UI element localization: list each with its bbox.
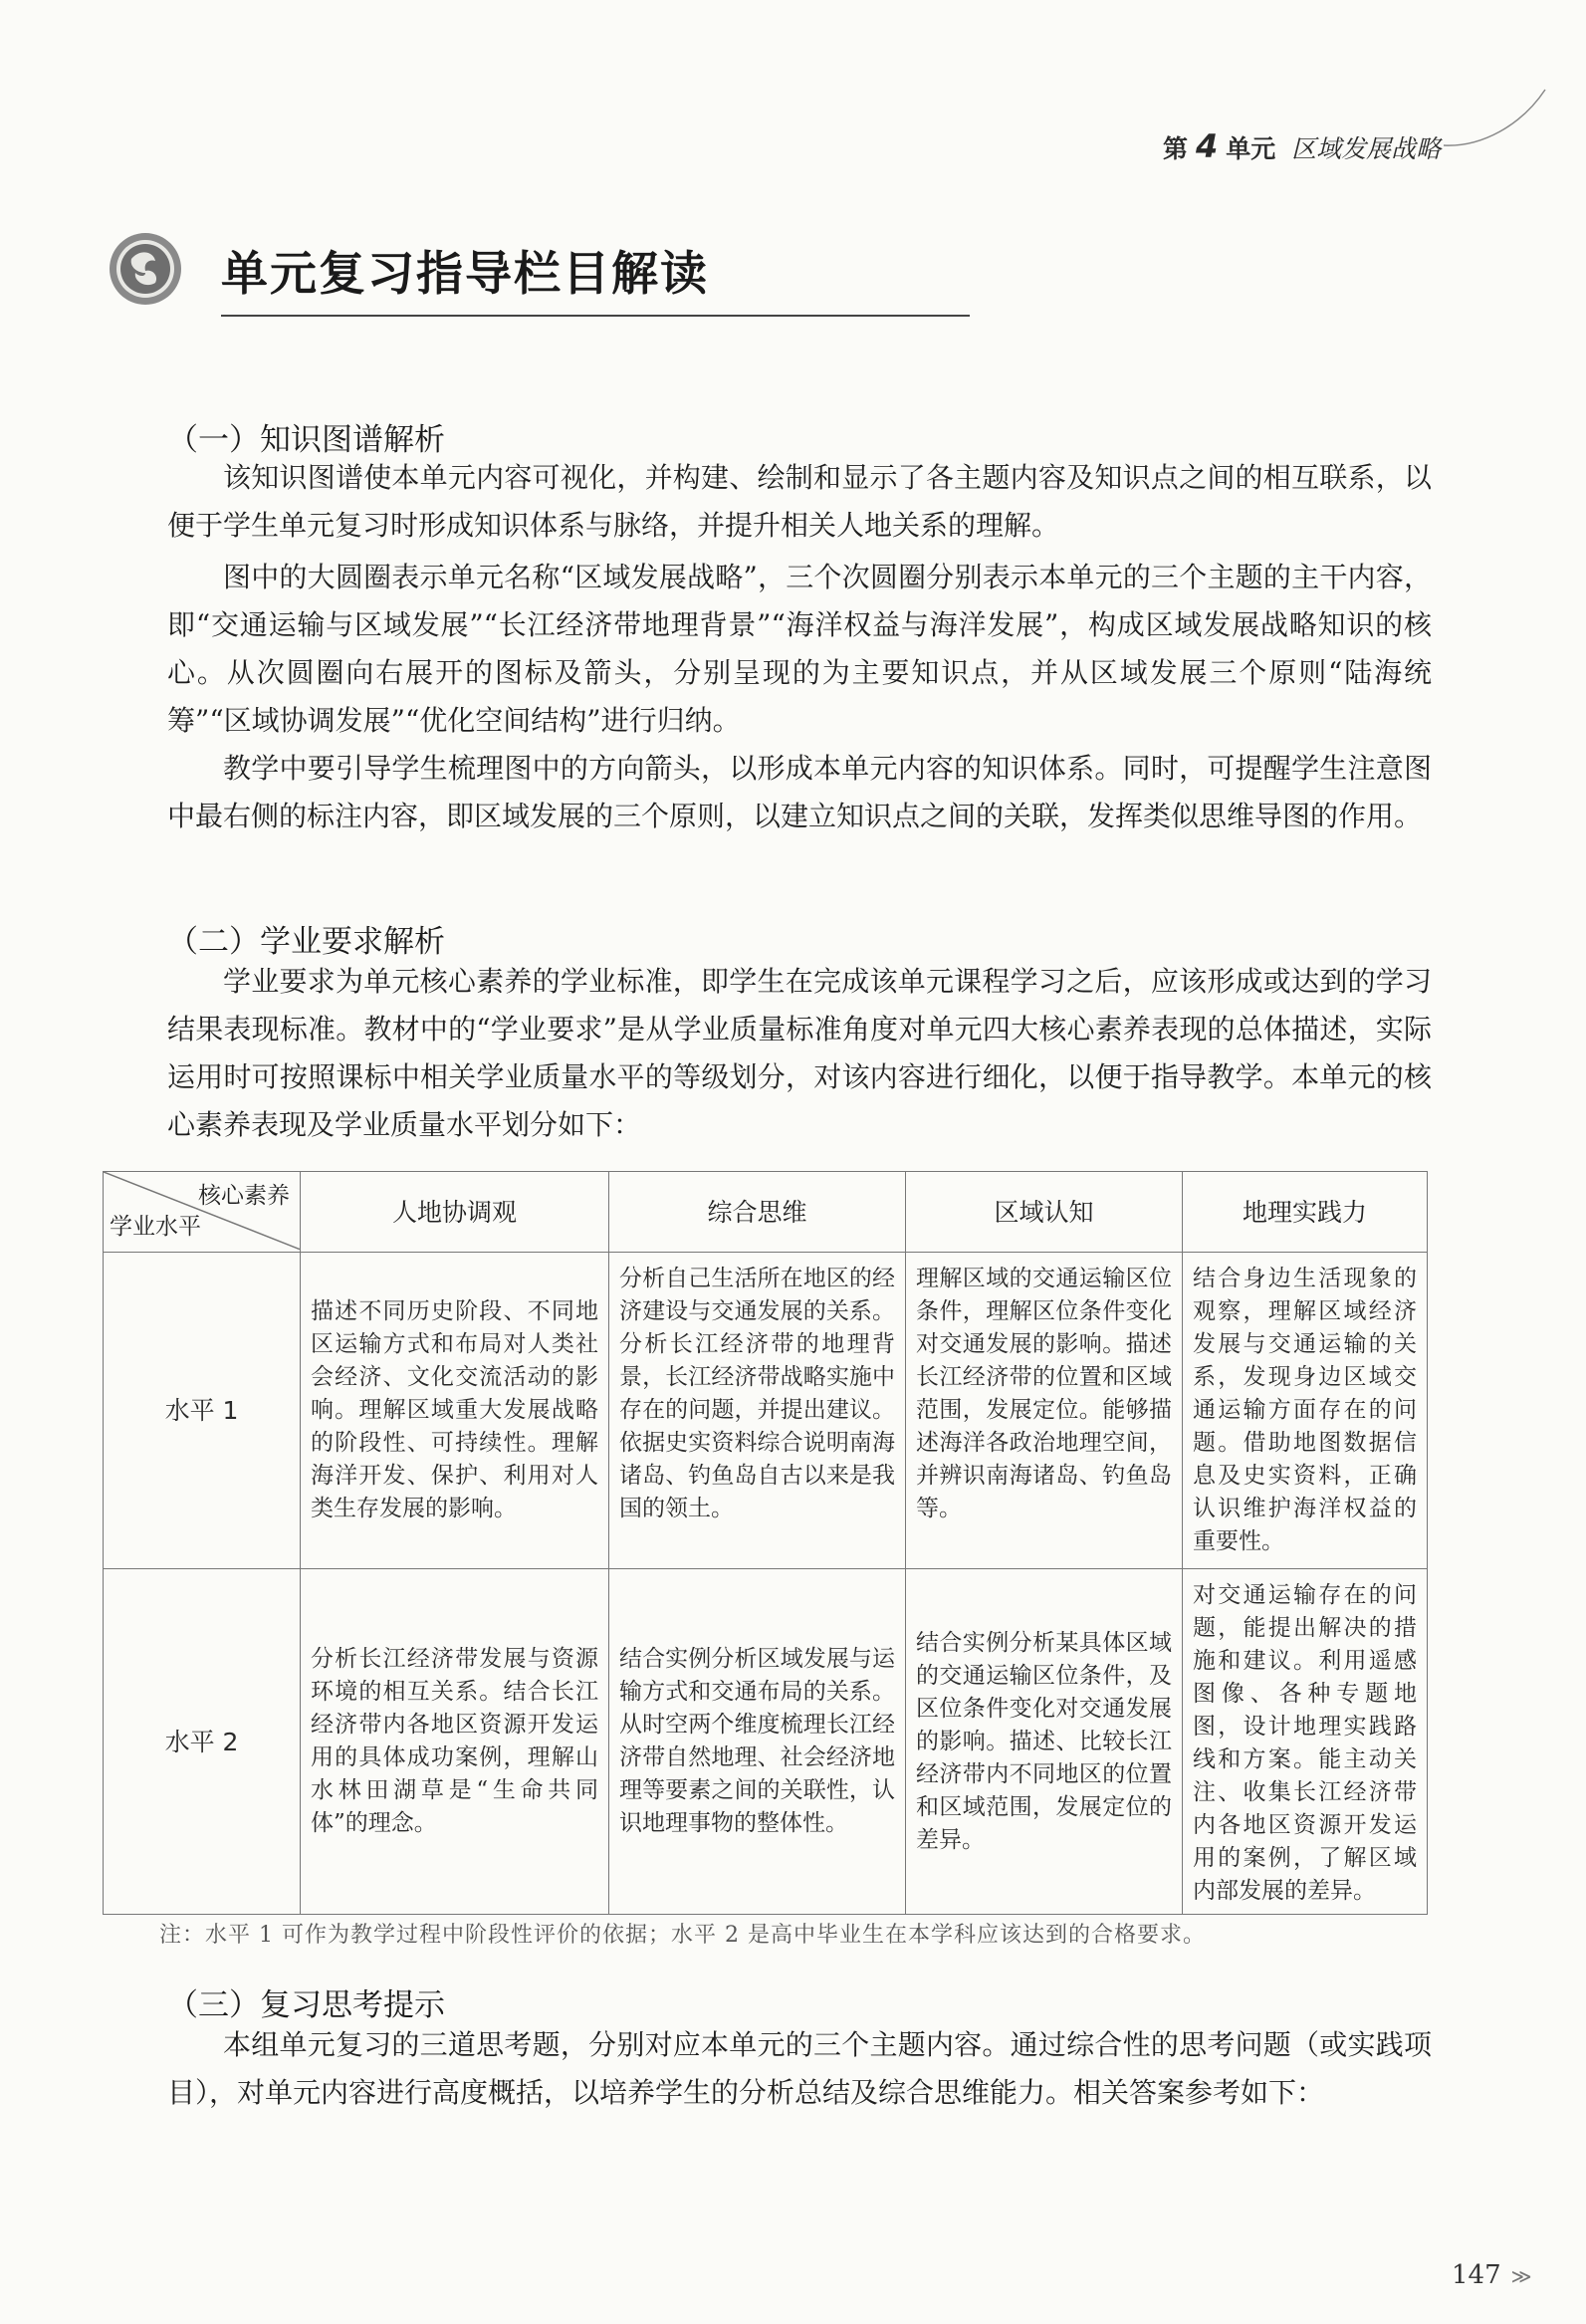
table-row [104, 1253, 1428, 1569]
table-row [104, 1569, 1428, 1915]
paragraph: 图中的大圆圈表示单元名称“区域发展战略”，三个次圆圈分别表示本单元的三个主题的主干内容，即“交通运输与区域发展”“长江经济带地理背景”“海洋权益与海洋发展”，构成区域发展战略知识的核心。从次圆圈向右展开的图标及箭头，分别呈现的为主要知识点，并从区域发展三个原则“陆海统筹”“区域协调发展”“优化空间结构”进行归纳。 [167, 561, 1432, 737]
table-note: 注：水平 1 可作为教学过程中阶段性评价的依据；水平 2 是高中毕业生在本学科应该达到的合格要求。 [159, 1923, 1206, 1948]
paragraph: 该知识图谱使本单元内容可视化，并构建、绘制和显示了各主题内容及知识点之间的相互联系，以便于学生单元复习时形成知识体系与脉络，并提升相关人地关系的理解。 [167, 461, 1432, 542]
heading-knowledge-map: （一）知识图谱解析 [167, 422, 445, 458]
table-cell: 描述不同历史阶段、不同地区运输方式和布局对人类社会经济、文化交流活动的影响。理解区域重大发展战略的阶段性、可持续性。理解海洋开发、保护、利用对人类生存发展的影响。 [301, 1253, 609, 1569]
table-cell: 分析自己生活所在地区的经济建设与交通发展的关系。分析长江经济带的地理背景，长江经济带战略实施中存在的问题，并提出建议。依据史实资料综合说明南海诸岛、钓鱼岛自古以来是我国的领土。 [609, 1253, 906, 1569]
table-cell: 结合实例分析区域发展与运输方式和交通布局的关系。从时空两个维度梳理长江经济带自然地理、社会经济地理等要素之间的关联性，认识地理事物的整体性。 [609, 1569, 906, 1915]
page-arrows-icon: ≫ [1510, 2264, 1532, 2288]
column-header: 人地协调观 [301, 1172, 609, 1253]
unit-number: 4 [1195, 127, 1219, 165]
paragraph: 教学中要引导学生梳理图中的方向箭头，以形成本单元内容的知识体系。同时，可提醒学生注意图中最右侧的标注内容，即区域发展的三个原则，以建立知识点之间的关联，发挥类似思维导图的作用。 [167, 752, 1432, 832]
unit-suffix: 单元 [1226, 134, 1276, 163]
section-logo-icon [106, 229, 185, 309]
corner-label-level: 学业水平 [110, 1214, 201, 1240]
level-label: 水平 2 [104, 1569, 301, 1915]
paragraph: 学业要求为单元核心素养的学业标准，即学生在完成该单元课程学习之后，应该形成或达到的学习结果表现标准。教材中的“学业要求”是从学业质量标准角度对单元四大核心素养表现的总体描述，实际运用时可按照课标中相关学业质量水平的等级划分，对该内容进行细化，以便于指导教学。本单元的核心素养表现及学业质量水平划分如下： [167, 965, 1432, 1141]
heading-review-tips: （三）复习思考提示 [167, 1987, 445, 2023]
table-header-row [104, 1172, 1428, 1253]
title-rule [221, 315, 970, 317]
page-number [1452, 2260, 1532, 2290]
unit-prefix: 第 [1163, 134, 1189, 163]
header-curve-decoration [1442, 86, 1551, 155]
academic-standards-table [103, 1171, 1428, 1915]
corner-label-literacy: 核心素养 [198, 1183, 290, 1209]
page-number-value: 147 [1452, 2260, 1501, 2290]
column-header: 地理实践力 [1183, 1172, 1428, 1253]
unit-topic: 区域发展战略 [1291, 134, 1442, 163]
paragraph: 本组单元复习的三道思考题，分别对应本单元的三个主题内容。通过综合性的思考问题（或实践项目），对单元内容进行高度概括，以培养学生的分析总结及综合思维能力。相关答案参考如下： [167, 2028, 1432, 2109]
table-cell: 理解区域的交通运输区位条件，理解区位条件变化对交通发展的影响。描述长江经济带的位置和区域范围，发展定位。能够描述海洋各政治地理空间，并辨识南海诸岛、钓鱼岛等。 [906, 1253, 1183, 1569]
table-cell: 结合身边生活现象的观察，理解区域经济发展与交通运输的关系，发现身边区域交通运输方面存在的问题。借助地图数据信息及史实资料，正确认识维护海洋权益的重要性。 [1183, 1253, 1428, 1569]
running-header [1163, 127, 1441, 165]
table-cell: 结合实例分析某具体区域的交通运输区位条件，及区位条件变化对交通发展的影响。描述、比较长江经济带内不同地区的位置和区域范围，发展定位的差异。 [906, 1569, 1183, 1915]
section-title: 单元复习指导栏目解读 [221, 247, 709, 302]
corner-cell [104, 1172, 301, 1253]
column-header: 综合思维 [609, 1172, 906, 1253]
table-cell: 对交通运输存在的问题，能提出解决的措施和建议。利用遥感图像、各种专题地图，设计地理实践路线和方案。能主动关注、收集长江经济带内各地区资源开发运用的案例，了解区域内部发展的差异。 [1183, 1569, 1428, 1915]
table-cell: 分析长江经济带发展与资源环境的相互关系。结合长江经济带内各地区资源开发运用的具体成功案例，理解山水林田湖草是“生命共同体”的理念。 [301, 1569, 609, 1915]
level-label: 水平 1 [104, 1253, 301, 1569]
column-header: 区域认知 [906, 1172, 1183, 1253]
heading-academic-requirements: （二）学业要求解析 [167, 924, 445, 960]
